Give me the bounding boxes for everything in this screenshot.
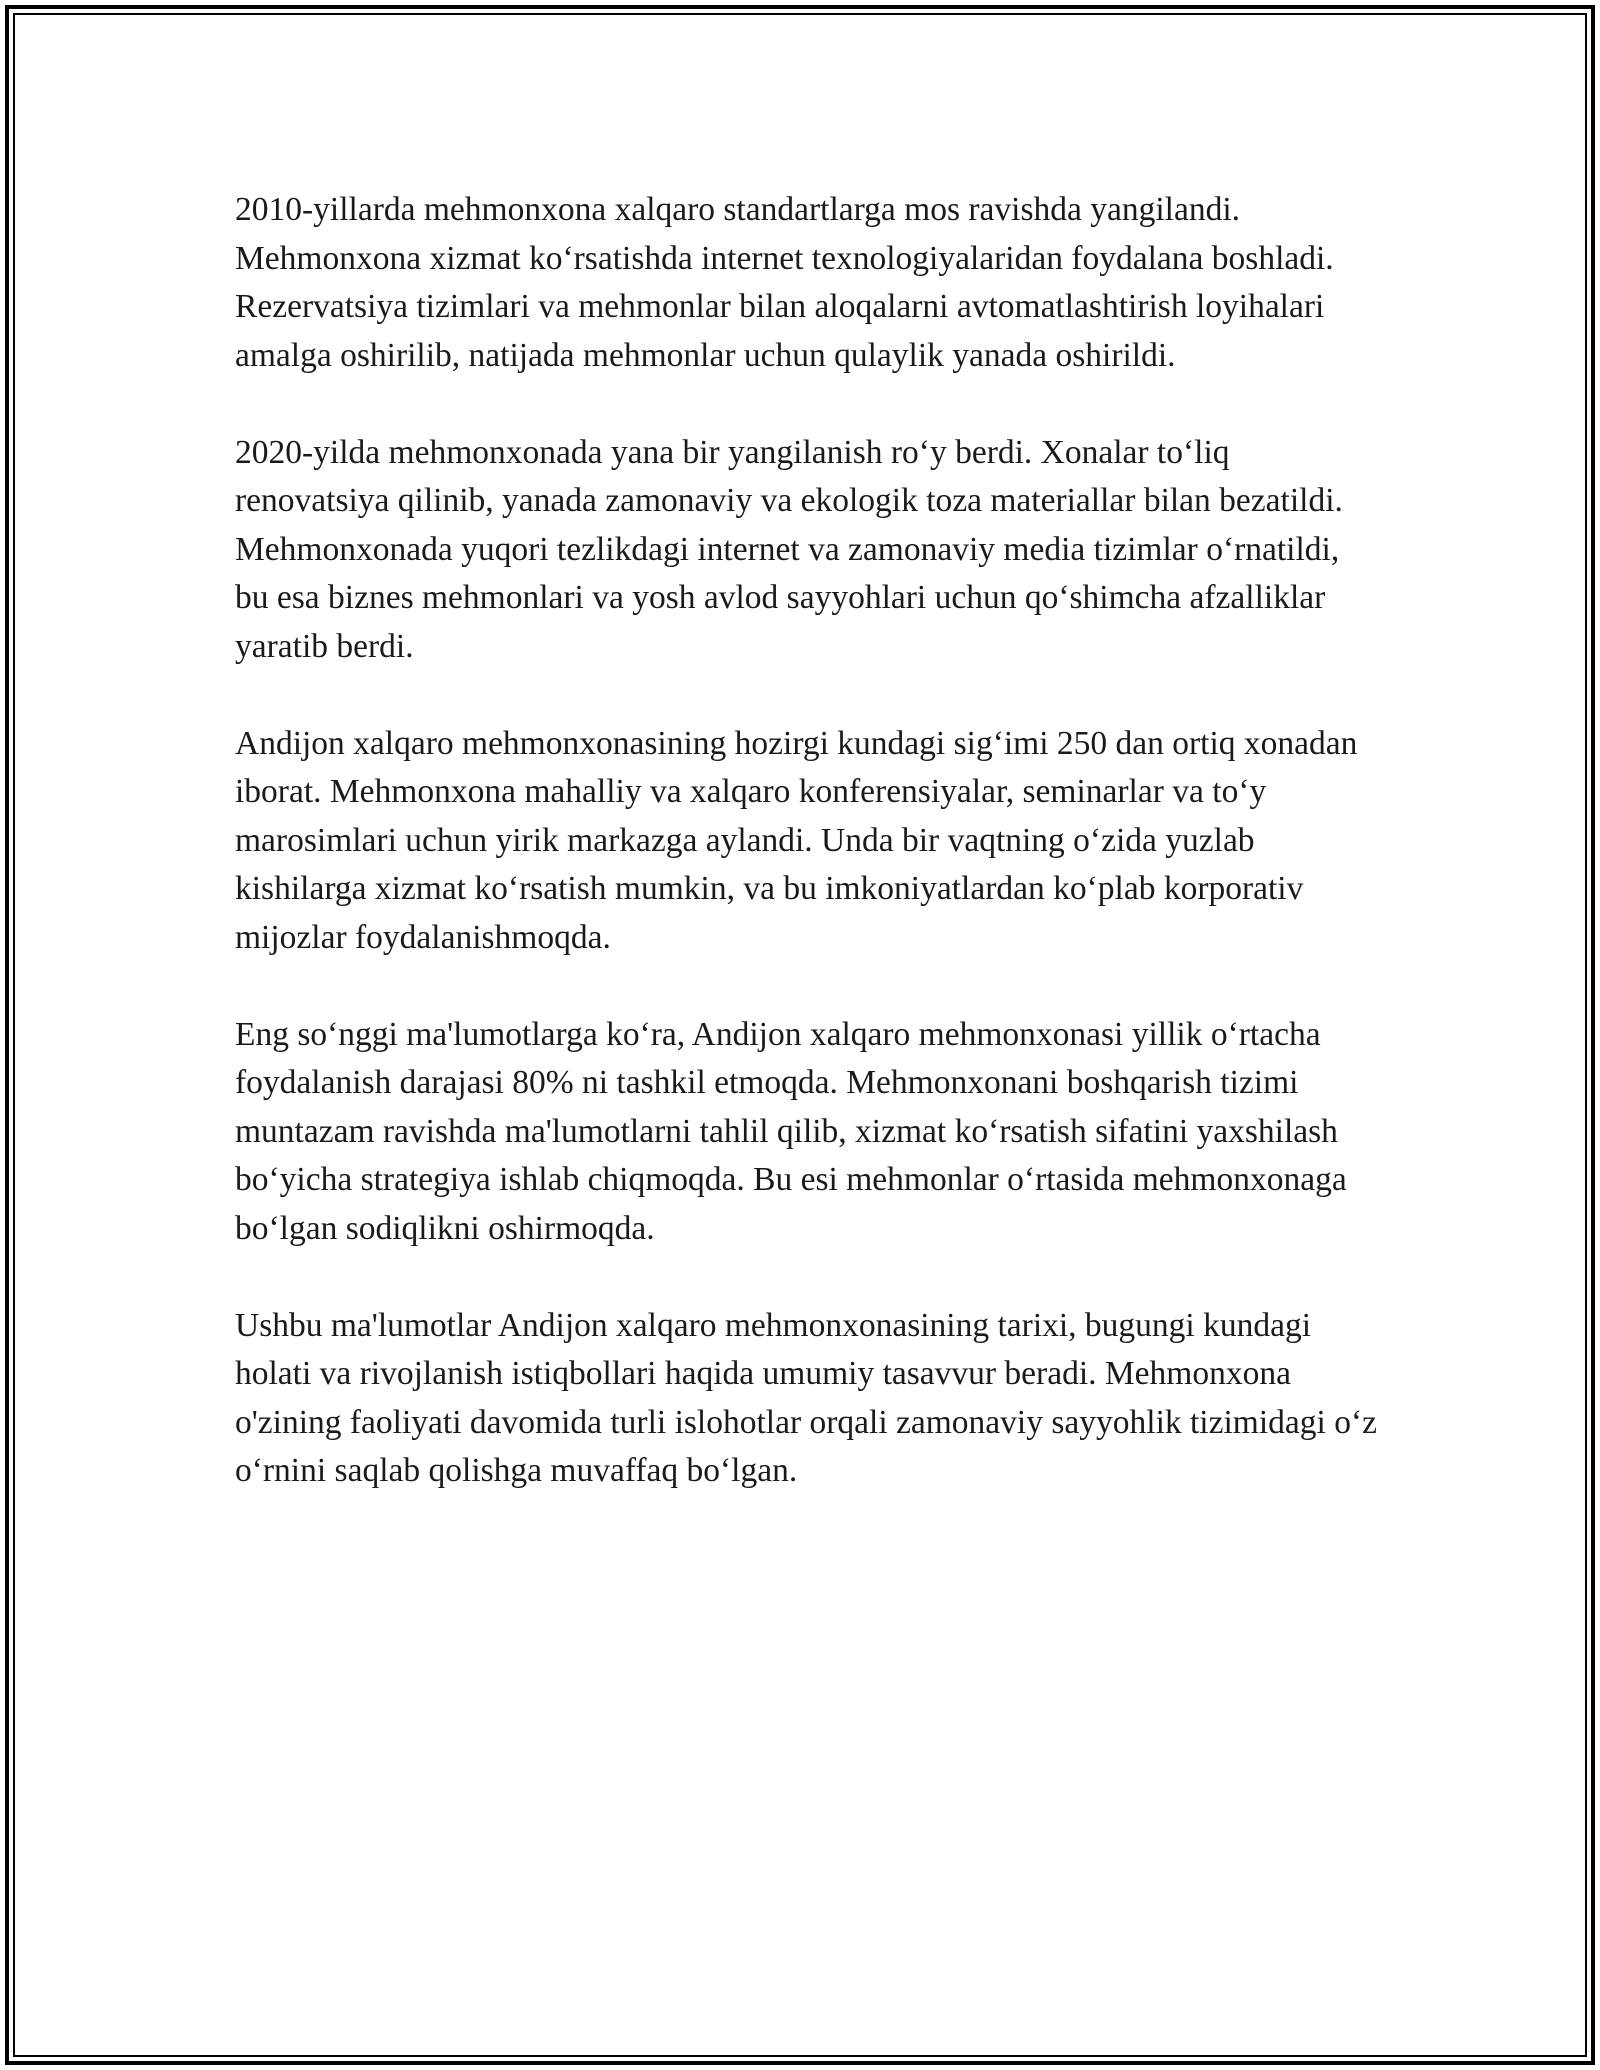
paragraph: 2020-yilda mehmonxonada yana bir yangilanish roʻy berdi. Xonalar toʻliq renovatsiya qilinib, yanada zamonaviy va ekologik toza materiallar bilan bezatildi. Mehmonxonada yuqori tezlikdagi internet va zamonaviy media tizimlar oʻrnatildi, bu esa biznes mehmonlari va yosh avlod sayyohlari uchun qoʻshimcha afzalliklar yaratib berdi. [235, 433, 1343, 665]
paragraph: 2010-yillarda mehmonxona xalqaro standartlarga mos ravishda yangilandi. Mehmonxona xizmat koʻrsatishda internet texnologiyalaridan foydalana boshladi. Rezervatsiya tizimlari va mehmonlar bilan aloqalarni avtomatlashtirish loyihalari amalga oshirilib, natijada mehmonlar uchun qulaylik yanada oshirildi. [235, 191, 1334, 374]
paragraph: Eng soʻnggi ma'lumotlarga koʻra, Andijon xalqaro mehmonxonasi yillik oʻrtacha foydalanish darajasi 80% ni tashkil etmoqda. Mehmonxonani boshqarish tizimi muntazam ravishda ma'lumotlarni tahlil qilib, xizmat koʻrsatish sifatini yaxshilash boʻyicha strategiya ishlab chiqmoqda. Bu esi mehmonlar oʻrtasida mehmonxonaga boʻlgan sodiqlikni oshirmoqda. [235, 1015, 1347, 1247]
paragraph: Ushbu ma'lumotlar Andijon xalqaro mehmonxonasining tarixi, bugungi kundagi holati va rivojlanish istiqbollari haqida umumiy tasavvur beradi. Mehmonxona o'zining faoliyati davomida turli islohotlar orqali zamonaviy sayyohlik tizimidagi oʻz oʻrnini saqlab qolishga muvaffaq boʻlgan. [235, 1306, 1377, 1489]
paragraph: Andijon xalqaro mehmonxonasining hozirgi kundagi sigʻimi 250 dan ortiq xonadan iborat. Mehmonxona mahalliy va xalqaro konferensiyalar, seminarlar va toʻy marosimlari uchun yirik markazga aylandi. Unda bir vaqtning oʻzida yuzlab kishilarga xizmat koʻrsatish mumkin, va bu imkoniyatlardan koʻplab korporativ mijozlar foydalanishmoqda. [235, 724, 1358, 956]
document-body [235, 186, 1380, 1544]
